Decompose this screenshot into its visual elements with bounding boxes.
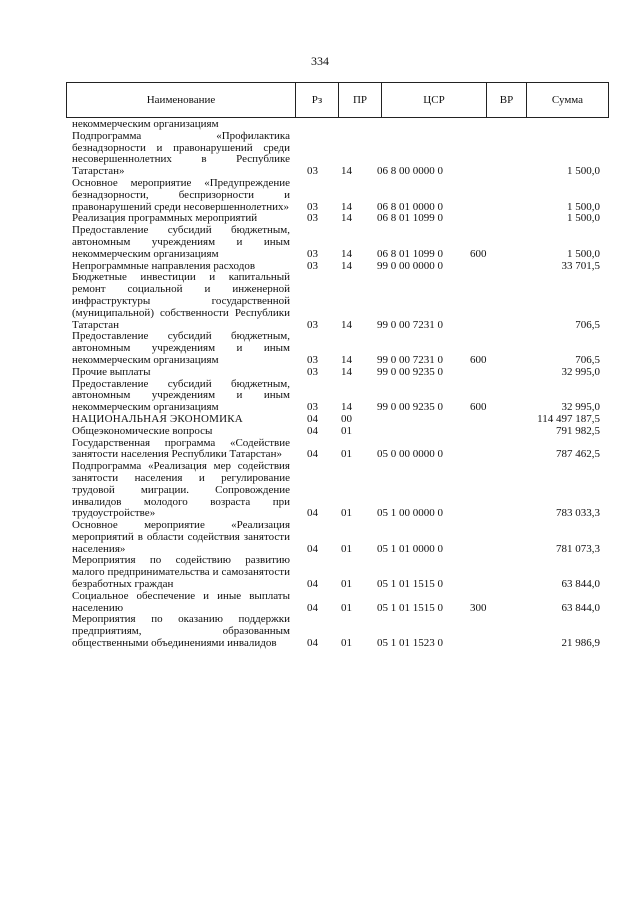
row-csr: 05 1 01 1523 0 xyxy=(377,637,443,650)
row-pr: 14 xyxy=(341,200,352,213)
row-rz: 03 xyxy=(307,200,318,213)
row-pr: 14 xyxy=(341,165,352,178)
row-name: Непрограммные направления расходов xyxy=(72,259,256,272)
row-name: Общеэкономические вопросы xyxy=(72,424,213,437)
row-csr: 05 1 01 1515 0 xyxy=(377,578,443,591)
table-row xyxy=(0,614,640,649)
row-csr: 06 8 01 1099 0 xyxy=(377,212,443,225)
table-row xyxy=(0,414,640,426)
row-csr: 99 0 00 9235 0 xyxy=(377,401,443,414)
row-name: некоммерческим организациям xyxy=(72,118,219,130)
row-csr: 99 0 00 7231 0 xyxy=(377,318,443,331)
row-name: Предоставление субсидий бюджетным, автономным учреждениям и иным некоммерческим организациям xyxy=(72,330,290,366)
row-rz: 03 xyxy=(307,212,318,225)
row-csr: 06 8 00 0000 0 xyxy=(377,165,443,178)
table-row xyxy=(0,272,640,331)
table-row xyxy=(0,331,640,366)
row-sum: 33 701,5 xyxy=(561,259,600,272)
row-pr: 14 xyxy=(341,259,352,272)
row-sum: 706,5 xyxy=(575,353,600,366)
row-rz: 04 xyxy=(307,637,318,650)
row-name: Подпрограмма «Профилактика безнадзорности и правонарушений среди несовершеннолетних в Республике Татарстан» xyxy=(72,129,290,178)
row-rz: 04 xyxy=(307,448,318,461)
row-sum: 1 500,0 xyxy=(567,200,600,213)
table-row xyxy=(0,225,640,260)
row-csr: 05 1 00 0000 0 xyxy=(377,507,443,520)
table-row xyxy=(0,131,640,178)
row-rz: 03 xyxy=(307,318,318,331)
row-pr: 14 xyxy=(341,365,352,378)
row-pr: 01 xyxy=(341,578,352,591)
row-name: Основное мероприятие «Предупреждение безнадзорности, беспризорности и правонарушений среди несовершеннолетних» xyxy=(72,176,290,213)
row-name: Предоставление субсидий бюджетным, автономным учреждениям и иным некоммерческим организациям xyxy=(72,377,290,414)
table-row xyxy=(0,461,640,520)
row-name: Реализация программных мероприятий xyxy=(72,212,258,225)
row-rz: 03 xyxy=(307,165,318,178)
header-name: Наименование xyxy=(67,83,296,117)
row-rz: 04 xyxy=(307,601,318,614)
row-sum: 1 500,0 xyxy=(567,247,600,260)
row-name: Предоставление субсидий бюджетным, автономным учреждениям и иным некоммерческим организациям xyxy=(72,224,290,260)
row-pr: 14 xyxy=(341,212,352,225)
row-rz: 04 xyxy=(307,542,318,555)
header-pr: ПР xyxy=(339,83,382,117)
row-sum: 787 462,5 xyxy=(556,448,600,461)
row-pr: 01 xyxy=(341,448,352,461)
row-pr: 14 xyxy=(341,401,352,414)
row-rz: 04 xyxy=(307,424,318,437)
row-pr: 01 xyxy=(341,637,352,650)
row-sum: 21 986,9 xyxy=(561,637,600,650)
row-rz: 03 xyxy=(307,401,318,414)
row-sum: 32 995,0 xyxy=(561,365,600,378)
row-sum: 32 995,0 xyxy=(561,401,600,414)
row-rz: 04 xyxy=(307,412,318,425)
row-sum: 63 844,0 xyxy=(561,601,600,614)
table-header xyxy=(66,82,609,118)
row-pr: 01 xyxy=(341,601,352,614)
row-name: НАЦИОНАЛЬНАЯ ЭКОНОМИКА xyxy=(72,412,243,425)
row-name: Социальное обеспечение и иные выплаты населению xyxy=(72,589,290,614)
table-row xyxy=(0,555,640,590)
row-name: Основное мероприятие «Реализация мероприятий в области содействия занятости населения» xyxy=(72,519,290,555)
row-name: Прочие выплаты xyxy=(72,365,151,378)
table-row xyxy=(0,591,640,615)
row-rz: 03 xyxy=(307,247,318,260)
table-body xyxy=(0,119,640,650)
row-sum: 1 500,0 xyxy=(567,212,600,225)
row-sum: 114 497 187,5 xyxy=(537,412,600,425)
table-row xyxy=(0,520,640,555)
row-name: Подпрограмма «Реализация мер содействия занятости населения и регулирование трудовой миграции. Сопровождение инвалидов молодого возраста при трудоустройстве» xyxy=(72,460,290,520)
row-vr: 600 xyxy=(470,353,487,366)
row-csr: 05 1 01 0000 0 xyxy=(377,542,443,555)
row-rz: 03 xyxy=(307,365,318,378)
row-csr: 99 0 00 0000 0 xyxy=(377,259,443,272)
page-number: 334 xyxy=(311,54,329,68)
row-rz: 03 xyxy=(307,259,318,272)
row-sum: 781 073,3 xyxy=(556,542,600,555)
row-csr: 99 0 00 7231 0 xyxy=(377,353,443,366)
row-pr: 01 xyxy=(341,424,352,437)
row-pr: 00 xyxy=(341,412,352,425)
row-csr: 05 1 01 1515 0 xyxy=(377,601,443,614)
row-sum: 706,5 xyxy=(575,318,600,331)
row-csr: 05 0 00 0000 0 xyxy=(377,448,443,461)
row-name: Бюджетные инвестиции и капитальный ремонт социальной и инженерной инфраструктуры государственной (муниципальной) собственности Республики Татарстан xyxy=(72,271,290,331)
row-sum: 791 982,5 xyxy=(556,424,600,437)
row-name: Мероприятия по оказанию поддержки предприятиям, образованным общественными объединениями инвалидов xyxy=(72,613,290,650)
row-pr: 14 xyxy=(341,353,352,366)
row-rz: 04 xyxy=(307,507,318,520)
header-csr: ЦСР xyxy=(382,83,487,117)
row-csr: 06 8 01 1099 0 xyxy=(377,247,443,260)
row-csr: 06 8 01 0000 0 xyxy=(377,200,443,213)
row-pr: 01 xyxy=(341,507,352,520)
row-rz: 03 xyxy=(307,353,318,366)
row-name: Государственная программа «Содействие занятости населения Республики Татарстан» xyxy=(72,436,290,461)
table-row xyxy=(0,438,640,462)
row-pr: 14 xyxy=(341,318,352,331)
row-rz: 04 xyxy=(307,578,318,591)
header-rz: Рз xyxy=(296,83,339,117)
header-sum: Сумма xyxy=(551,94,584,106)
table-row xyxy=(0,379,640,414)
row-vr: 600 xyxy=(470,401,487,414)
row-pr: 14 xyxy=(341,247,352,260)
table-row xyxy=(0,426,640,438)
row-sum: 783 033,3 xyxy=(556,507,600,520)
row-sum: 1 500,0 xyxy=(567,165,600,178)
table-row xyxy=(0,178,640,213)
row-name: Мероприятия по содействию развитию малого предпринимательства и самозанятости безработных граждан xyxy=(72,554,290,591)
row-vr: 300 xyxy=(470,601,487,614)
row-vr: 600 xyxy=(470,247,487,260)
table-row xyxy=(0,367,640,379)
row-sum: 63 844,0 xyxy=(561,578,600,591)
row-csr: 99 0 00 9235 0 xyxy=(377,365,443,378)
row-pr: 01 xyxy=(341,542,352,555)
header-vr: ВР xyxy=(487,83,527,117)
